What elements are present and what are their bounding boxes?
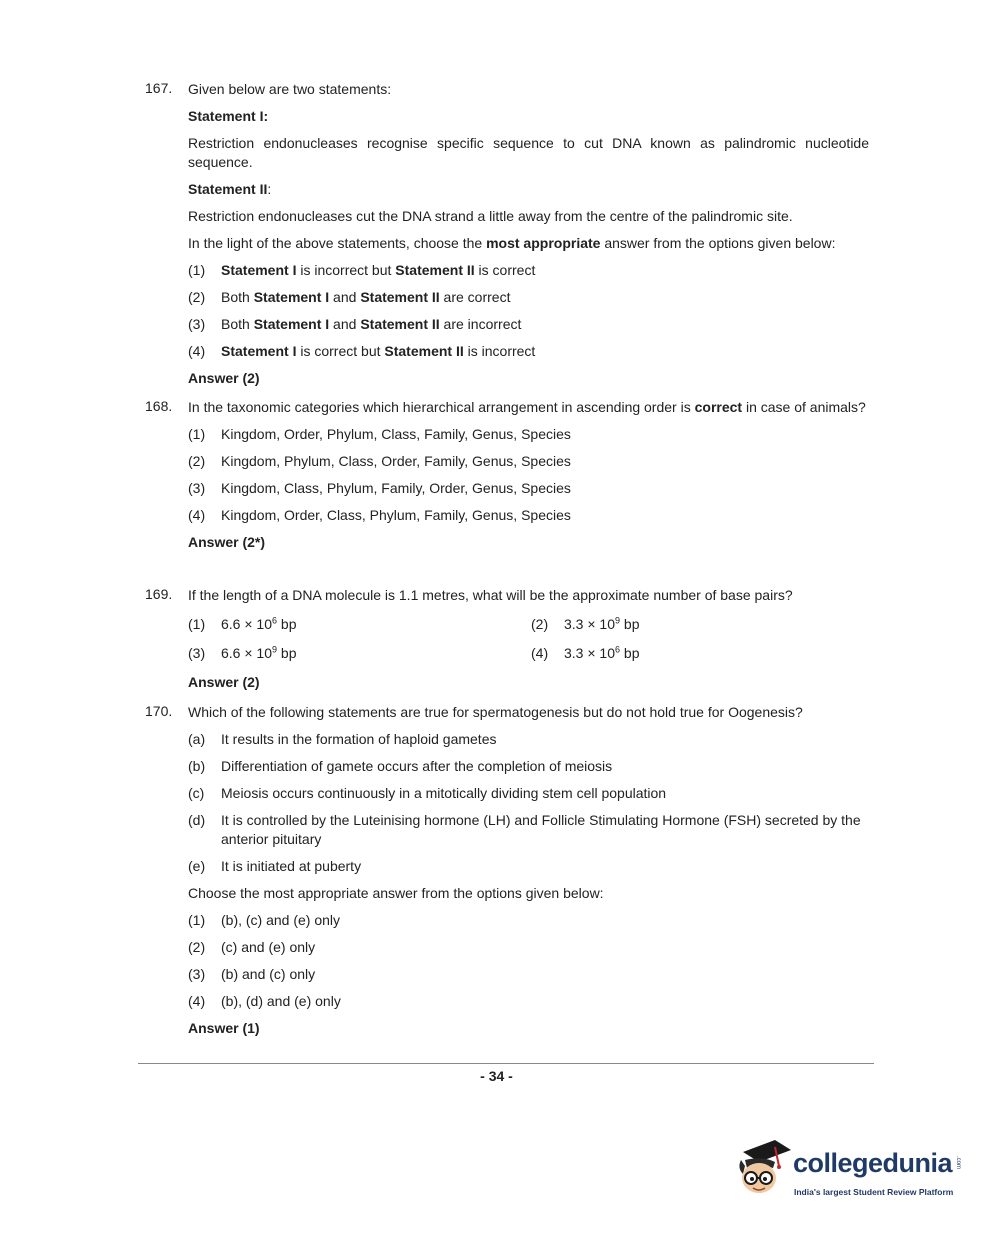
question-168: [145, 398, 869, 560]
question-text: If the length of a DNA molecule is 1.1 metres, what will be the approximate number of base pairs?: [188, 587, 793, 603]
question-text: In the taxonomic categories which hierarchical arrangement in ascending order is correct in case of animals?: [188, 399, 866, 415]
option-3: (3) Both Statement I and Statement II are incorrect: [188, 316, 522, 332]
question-prompt: Choose the most appropriate answer from the options given below:: [188, 885, 604, 901]
question-number: 167.: [145, 80, 173, 96]
option-1: (1) $6.6 \times 10^6$ bp: [188, 615, 297, 632]
logo-tagline: India's largest Student Review Platform: [794, 1187, 954, 1197]
question-number: 170.: [145, 703, 173, 719]
answer: Answer (1): [188, 1020, 260, 1036]
question-number: 168.: [145, 398, 173, 414]
mascot-graduate-icon: [735, 1138, 793, 1200]
logo-wordmark: collegedunia: [793, 1148, 953, 1178]
footer-divider: [138, 1063, 874, 1064]
option-3: (3) Kingdom, Class, Phylum, Family, Order, Genus, Species: [188, 480, 571, 496]
statement-a: (a) It results in the formation of haploid gametes: [188, 731, 497, 747]
question-intro: Given below are two statements:: [188, 81, 392, 97]
option-3: (3) $6.6 \times 10^9$ bp: [188, 644, 297, 661]
question-prompt: In the light of the above statements, choose the most appropriate answer from the options given below:: [188, 235, 836, 251]
option-2: (2) Kingdom, Phylum, Class, Order, Family, Genus, Species: [188, 453, 571, 469]
statement-e: (e) It is initiated at puberty: [188, 858, 362, 874]
question-170: [145, 703, 869, 1046]
answer: Answer (2): [188, 370, 260, 386]
option-3: (3) (b) and (c) only: [188, 966, 316, 982]
question-number: 169.: [145, 586, 173, 602]
option-4: (4) (b), (d) and (e) only: [188, 993, 341, 1009]
option-2: (2) $3.3 \times 10^9$ bp: [531, 615, 640, 632]
statement-2-label: Statement II:: [188, 181, 272, 197]
collegedunia-logo[interactable]: [735, 1138, 965, 1210]
statement-1-text: Restriction endonucleases recognise specific sequence to cut DNA known as palindromic nucleotide sequence.: [188, 135, 869, 170]
option-1: (1) (b), (c) and (e) only: [188, 912, 341, 928]
option-2: (2) Both Statement I and Statement II are correct: [188, 289, 511, 305]
option-1: (1) Statement I is incorrect but Statement II is correct: [188, 262, 536, 278]
statement-b: (b) Differentiation of gamete occurs after the completion of meiosis: [188, 758, 613, 774]
option-1: (1) Kingdom, Order, Phylum, Class, Family, Genus, Species: [188, 426, 571, 442]
option-4: (4) $3.3 \times 10^6$ bp: [531, 644, 640, 661]
option-4: (4) Statement I is correct but Statement II is incorrect: [188, 343, 536, 359]
answer: Answer (2): [188, 674, 260, 690]
logo-domain-suffix: .com: [955, 1156, 961, 1170]
statement-2-text: Restriction endonucleases cut the DNA strand a little away from the centre of the palindromic site.: [188, 208, 793, 224]
page-number: - 34 -: [480, 1068, 513, 1084]
question-text: Which of the following statements are true for spermatogenesis but do not hold true for Oogenesis?: [188, 704, 803, 720]
statement-1-label: Statement I:: [188, 108, 269, 124]
question-169: [145, 586, 869, 700]
question-167: [145, 80, 869, 396]
option-4: (4) Kingdom, Order, Class, Phylum, Family, Genus, Species: [188, 507, 571, 523]
statement-d: (d) It is controlled by the Luteinising hormone (LH) and Follicle Stimulating Hormone (FSH) secreted by the anterior pituitary: [188, 812, 861, 847]
answer: Answer (2*): [188, 534, 266, 550]
option-2: (2) (c) and (e) only: [188, 939, 316, 955]
statement-c: (c) Meiosis occurs continuously in a mitotically dividing stem cell population: [188, 785, 667, 801]
